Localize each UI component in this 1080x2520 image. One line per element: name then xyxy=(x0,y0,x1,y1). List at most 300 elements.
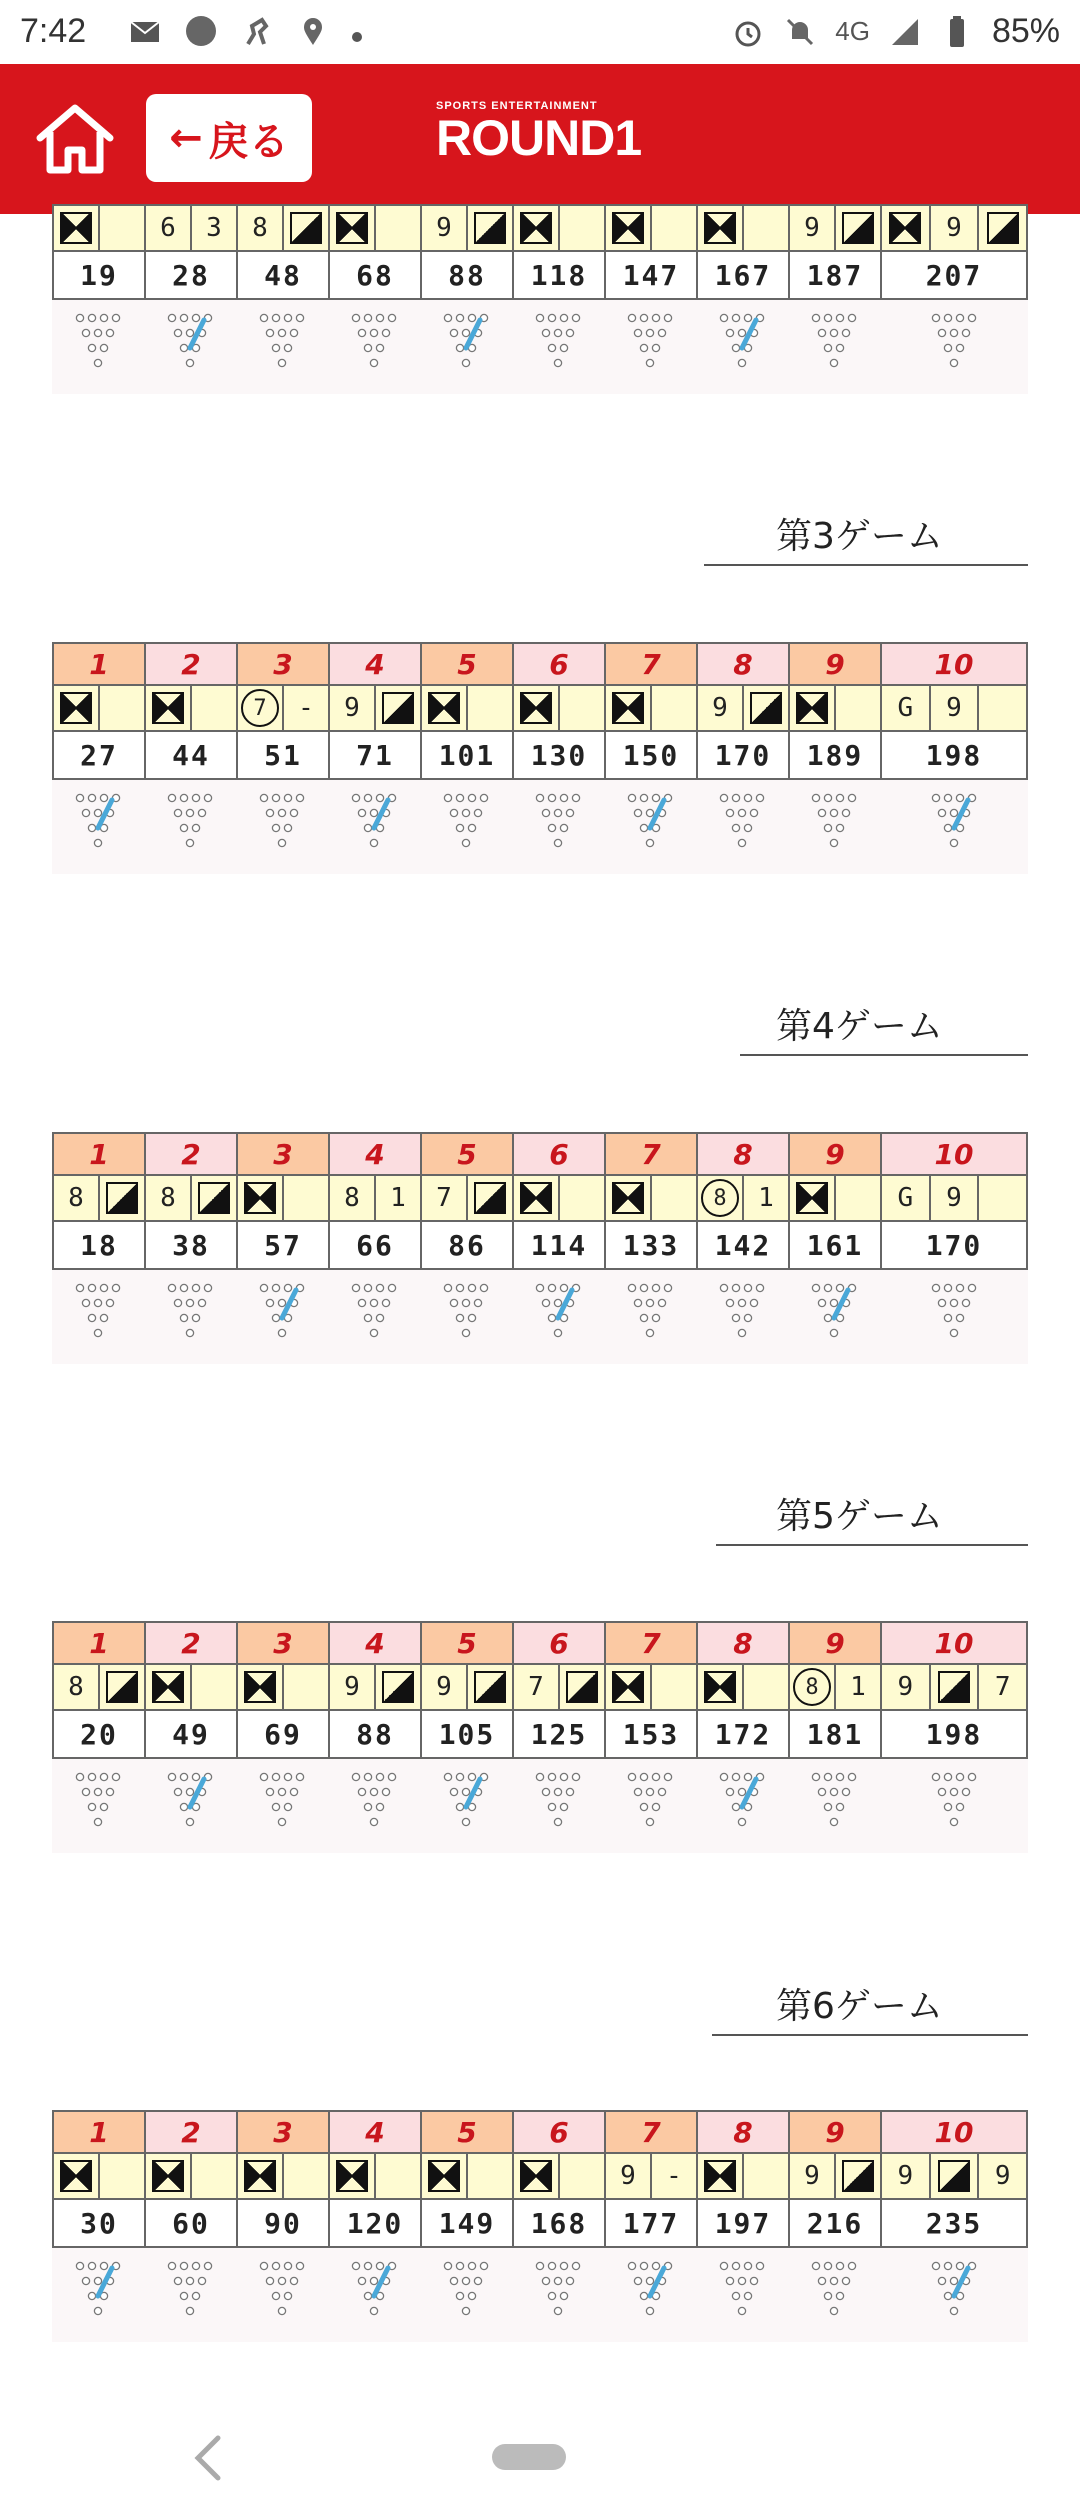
frame-score: 27 xyxy=(54,732,144,778)
frame-score: 90 xyxy=(238,2200,328,2246)
frame-balls xyxy=(146,686,236,732)
frame-number: 10 xyxy=(882,2112,1026,2154)
frame-score: 170 xyxy=(882,1222,1026,1268)
ball-cell xyxy=(238,2154,282,2198)
frame-number: 9 xyxy=(790,644,880,686)
frame-number: 7 xyxy=(606,2112,696,2154)
frame xyxy=(236,642,328,780)
ball-cell xyxy=(698,1665,742,1709)
mail-icon xyxy=(128,14,162,48)
ball-cell xyxy=(790,1176,834,1220)
frame-number: 7 xyxy=(606,644,696,686)
pin-slot xyxy=(420,1759,512,1853)
ball-value: 9 xyxy=(804,213,820,243)
ball-cell xyxy=(650,1665,696,1709)
strike-mark xyxy=(520,212,552,244)
ball-cell xyxy=(882,686,929,730)
ball-cell xyxy=(54,1176,98,1220)
ball-cell xyxy=(146,1665,190,1709)
ball-cell xyxy=(146,686,190,730)
ball-value: 9 xyxy=(804,2161,820,2191)
ball-cell xyxy=(146,1176,190,1220)
arrow-left-icon: ← xyxy=(169,115,203,161)
pin-diagram xyxy=(804,1767,864,1847)
pin-diagram xyxy=(160,2256,220,2336)
ball-cell xyxy=(742,686,788,730)
frame-balls xyxy=(422,2154,512,2200)
ball-cell xyxy=(282,1176,328,1220)
pins-row xyxy=(52,780,1028,874)
frame-score: 19 xyxy=(54,252,144,298)
frame-number: 4 xyxy=(330,1623,420,1665)
frame-score: 20 xyxy=(54,1711,144,1757)
strike-mark xyxy=(60,212,92,244)
ball-cell xyxy=(929,1665,978,1709)
frame-balls xyxy=(238,206,328,252)
ball-cell xyxy=(98,1176,144,1220)
frame-balls xyxy=(146,2154,236,2200)
ball-cell xyxy=(929,2154,978,2198)
strike-mark xyxy=(796,1182,828,1214)
frame-balls xyxy=(606,686,696,732)
frame-score: 69 xyxy=(238,1711,328,1757)
ball-cell xyxy=(422,1665,466,1709)
ball-cell xyxy=(98,1665,144,1709)
ball-cell xyxy=(882,1176,929,1220)
pin-slot xyxy=(52,1270,144,1364)
frame-score: 197 xyxy=(698,2200,788,2246)
ball-value: G xyxy=(897,1183,914,1213)
pin-slot xyxy=(236,300,328,394)
frame-balls xyxy=(882,1665,1026,1711)
ball-cell xyxy=(514,686,558,730)
ball-cell xyxy=(422,206,466,250)
ball-cell xyxy=(466,1665,512,1709)
game-title: 第3ゲーム xyxy=(776,516,943,557)
ball-cell xyxy=(834,206,880,250)
ball-cell xyxy=(790,206,834,250)
ball-cell xyxy=(650,686,696,730)
ball-cell xyxy=(929,686,978,730)
frame-balls xyxy=(514,206,604,252)
frame-balls xyxy=(238,2154,328,2200)
frame-balls xyxy=(330,206,420,252)
frame xyxy=(880,1132,1028,1270)
frame xyxy=(604,204,696,300)
frame-number: 4 xyxy=(330,644,420,686)
frame-balls xyxy=(422,206,512,252)
frame-balls xyxy=(698,206,788,252)
ball-value: - xyxy=(666,2161,682,2191)
frame-balls xyxy=(422,686,512,732)
pin-diagram xyxy=(528,2256,588,2336)
pin-diagram xyxy=(712,308,772,388)
pin-diagram xyxy=(252,1767,312,1847)
mute-icon xyxy=(783,15,817,49)
frame xyxy=(788,1132,880,1270)
frame-score: 189 xyxy=(790,732,880,778)
strike-mark xyxy=(428,692,460,724)
frame-number: 4 xyxy=(330,2112,420,2154)
pin-diagram xyxy=(160,1767,220,1847)
ball-cell xyxy=(98,2154,144,2198)
ball-cell xyxy=(977,1665,1026,1709)
frame-number: 9 xyxy=(790,1134,880,1176)
ball-cell xyxy=(882,1665,929,1709)
pin-diagram xyxy=(620,2256,680,2336)
frame-number: 3 xyxy=(238,1623,328,1665)
pins-row xyxy=(52,2248,1028,2342)
pin-diagram xyxy=(804,1278,864,1358)
pin-diagram xyxy=(252,308,312,388)
pin-slot xyxy=(512,780,604,874)
frame-score: 147 xyxy=(606,252,696,298)
pin-slot xyxy=(328,300,420,394)
ball-cell xyxy=(698,686,742,730)
ball-value: 9 xyxy=(897,1672,914,1702)
frame xyxy=(512,2110,604,2248)
ball-cell xyxy=(330,206,374,250)
frame-number: 6 xyxy=(514,1134,604,1176)
ball-value: 8 xyxy=(160,1183,176,1213)
frame-score: 187 xyxy=(790,252,880,298)
split-mark: 7 xyxy=(241,689,279,727)
ball-cell xyxy=(977,1176,1026,1220)
pin-slot xyxy=(604,2248,696,2342)
pin-diagram xyxy=(68,788,128,868)
battery-icon xyxy=(940,15,974,49)
pin-slot xyxy=(236,780,328,874)
ball-cell xyxy=(742,1665,788,1709)
frame-number: 2 xyxy=(146,2112,236,2154)
ball-cell xyxy=(466,206,512,250)
frame xyxy=(420,1621,512,1759)
scoreboard xyxy=(52,642,1028,874)
frame-score: 172 xyxy=(698,1711,788,1757)
spare-mark xyxy=(987,212,1019,244)
runner-icon xyxy=(240,14,274,48)
pin-diagram xyxy=(344,1767,404,1847)
pin-slot xyxy=(788,300,880,394)
frame xyxy=(52,2110,144,2248)
strike-mark xyxy=(889,212,921,244)
frame-balls xyxy=(790,206,880,252)
frame-score: 118 xyxy=(514,252,604,298)
ball-value: 9 xyxy=(436,1672,452,1702)
pin-diagram xyxy=(924,1278,984,1358)
pin-diagram xyxy=(804,308,864,388)
spare-mark xyxy=(106,1671,138,1703)
frame-balls xyxy=(54,686,144,732)
frame-number: 3 xyxy=(238,644,328,686)
pin-diagram xyxy=(436,788,496,868)
frame-score: 216 xyxy=(790,2200,880,2246)
frame-score: 48 xyxy=(238,252,328,298)
ball-cell xyxy=(882,2154,929,2198)
pin-diagram xyxy=(344,788,404,868)
location-icon xyxy=(296,14,330,48)
pin-slot xyxy=(788,780,880,874)
ball-cell xyxy=(466,1176,512,1220)
frame-balls xyxy=(146,1665,236,1711)
spare-mark xyxy=(290,212,322,244)
frame-number: 10 xyxy=(882,1134,1026,1176)
pin-diagram xyxy=(528,308,588,388)
frame-score: 57 xyxy=(238,1222,328,1268)
ball-cell xyxy=(238,1665,282,1709)
ball-cell xyxy=(146,2154,190,2198)
pin-diagram xyxy=(712,1767,772,1847)
back-button-label: 戻る xyxy=(208,118,289,165)
pin-slot xyxy=(52,1759,144,1853)
pin-slot xyxy=(328,780,420,874)
frame xyxy=(420,1132,512,1270)
pin-diagram xyxy=(804,788,864,868)
frame xyxy=(328,2110,420,2248)
spare-mark xyxy=(474,212,506,244)
pin-slot xyxy=(328,1270,420,1364)
frame-number: 9 xyxy=(790,2112,880,2154)
frame-balls xyxy=(698,1176,788,1222)
ball-value: 8 xyxy=(68,1183,84,1213)
strike-mark xyxy=(796,692,828,724)
frame-score: 49 xyxy=(146,1711,236,1757)
frame-score: 170 xyxy=(698,732,788,778)
system-icons xyxy=(731,12,1060,51)
strike-mark xyxy=(612,692,644,724)
title-underline xyxy=(740,1054,1028,1056)
scoreboard xyxy=(52,2110,1028,2342)
ball-cell xyxy=(466,2154,512,2198)
strike-mark xyxy=(704,2160,736,2192)
pin-slot xyxy=(604,300,696,394)
strike-mark xyxy=(244,1182,276,1214)
frame-balls xyxy=(146,206,236,252)
home-icon[interactable] xyxy=(30,94,120,184)
frame xyxy=(420,2110,512,2248)
frame-score: 105 xyxy=(422,1711,512,1757)
pin-diagram xyxy=(528,1278,588,1358)
pin-slot xyxy=(788,2248,880,2342)
frame-number: 4 xyxy=(330,1134,420,1176)
ball-cell xyxy=(282,206,328,250)
ball-value: 9 xyxy=(946,1183,962,1213)
title-underline xyxy=(712,2034,1028,2036)
pin-diagram xyxy=(436,308,496,388)
ball-cell xyxy=(238,686,282,730)
frame xyxy=(328,1132,420,1270)
pin-slot xyxy=(880,1759,1028,1853)
ball-value: 8 xyxy=(252,213,268,243)
pin-diagram xyxy=(68,1767,128,1847)
frame xyxy=(328,642,420,780)
frame-score: 153 xyxy=(606,1711,696,1757)
status-bar xyxy=(0,0,1080,64)
frame-balls xyxy=(54,1176,144,1222)
frame-score: 101 xyxy=(422,732,512,778)
frame-score: 142 xyxy=(698,1222,788,1268)
pin-diagram xyxy=(436,2256,496,2336)
frame xyxy=(52,1132,144,1270)
ball-cell xyxy=(374,1665,420,1709)
frame-balls xyxy=(238,686,328,732)
frame-score: 30 xyxy=(54,2200,144,2246)
split-mark: 8 xyxy=(701,1179,739,1217)
ball-cell xyxy=(977,686,1026,730)
pin-slot xyxy=(328,1759,420,1853)
ball-cell xyxy=(650,1176,696,1220)
back-button[interactable] xyxy=(146,94,312,182)
ball-value: 9 xyxy=(994,2161,1011,2191)
frame-score: 28 xyxy=(146,252,236,298)
frame-balls xyxy=(422,1176,512,1222)
pin-slot xyxy=(144,2248,236,2342)
frame-number: 1 xyxy=(54,1623,144,1665)
ball-cell xyxy=(330,686,374,730)
frame xyxy=(236,1132,328,1270)
ball-cell xyxy=(606,686,650,730)
logo-wordmark: ROUND1 xyxy=(436,110,642,166)
frame-balls xyxy=(698,1665,788,1711)
notification-icons xyxy=(128,14,362,48)
home-gesture-pill[interactable] xyxy=(492,2444,566,2470)
ball-value: 9 xyxy=(946,213,962,243)
pins-row xyxy=(52,1759,1028,1853)
pin-slot xyxy=(788,1759,880,1853)
pin-diagram xyxy=(620,308,680,388)
pin-slot xyxy=(236,1270,328,1364)
round1-logo[interactable] xyxy=(436,100,646,190)
frame xyxy=(788,204,880,300)
frame xyxy=(236,204,328,300)
spare-mark xyxy=(938,2160,970,2192)
pin-diagram xyxy=(344,1278,404,1358)
ball-value: 6 xyxy=(160,213,176,243)
ball-cell xyxy=(146,206,190,250)
frame xyxy=(696,642,788,780)
ball-cell xyxy=(282,2154,328,2198)
back-nav-icon[interactable] xyxy=(190,2432,226,2484)
ball-value: 9 xyxy=(620,2161,636,2191)
frame-number: 2 xyxy=(146,644,236,686)
frame xyxy=(604,1132,696,1270)
strike-mark xyxy=(60,692,92,724)
pin-diagram xyxy=(804,2256,864,2336)
pin-slot xyxy=(880,1270,1028,1364)
pin-diagram xyxy=(252,1278,312,1358)
pin-slot xyxy=(420,2248,512,2342)
game-title: 第5ゲーム xyxy=(776,1496,943,1537)
pins-row xyxy=(52,1270,1028,1364)
frame-balls xyxy=(698,686,788,732)
frame-score: 86 xyxy=(422,1222,512,1268)
pins-row xyxy=(52,300,1028,394)
ball-cell xyxy=(54,686,98,730)
pin-diagram xyxy=(620,1278,680,1358)
frame xyxy=(144,642,236,780)
frame-number: 8 xyxy=(698,644,788,686)
strike-mark xyxy=(244,2160,276,2192)
frame-balls xyxy=(330,686,420,732)
ball-value: G xyxy=(897,693,914,723)
frame xyxy=(144,2110,236,2248)
ball-cell xyxy=(882,206,929,250)
strike-mark xyxy=(152,1671,184,1703)
pin-slot xyxy=(696,1270,788,1364)
frame-balls xyxy=(882,686,1026,732)
ball-cell xyxy=(514,2154,558,2198)
frame-number: 5 xyxy=(422,1623,512,1665)
ball-cell xyxy=(650,2154,696,2198)
battery-percent: 85% xyxy=(991,12,1060,50)
pin-diagram xyxy=(712,788,772,868)
frame-number: 8 xyxy=(698,1623,788,1665)
ball-cell xyxy=(606,1176,650,1220)
frame xyxy=(144,1132,236,1270)
signal-icon xyxy=(888,15,922,49)
ball-cell xyxy=(54,1665,98,1709)
frame-balls xyxy=(514,2154,604,2200)
frame-balls xyxy=(514,1665,604,1711)
frame-number: 5 xyxy=(422,1134,512,1176)
pin-slot xyxy=(604,1759,696,1853)
pin-slot xyxy=(328,2248,420,2342)
app-badge-icon xyxy=(184,14,218,48)
pin-slot xyxy=(144,780,236,874)
pin-diagram xyxy=(68,308,128,388)
frame-score: 68 xyxy=(330,252,420,298)
ball-cell xyxy=(742,2154,788,2198)
frame xyxy=(52,642,144,780)
frame-score: 51 xyxy=(238,732,328,778)
ball-cell xyxy=(54,206,98,250)
pin-slot xyxy=(144,300,236,394)
ball-cell xyxy=(977,206,1026,250)
pin-slot xyxy=(788,1270,880,1364)
pin-slot xyxy=(880,300,1028,394)
title-underline xyxy=(704,564,1028,566)
pin-diagram xyxy=(620,1767,680,1847)
pin-slot xyxy=(604,780,696,874)
pin-diagram xyxy=(528,788,588,868)
frame-balls xyxy=(514,686,604,732)
spare-mark xyxy=(750,692,782,724)
strike-mark xyxy=(520,2160,552,2192)
frame-balls xyxy=(330,2154,420,2200)
ball-cell xyxy=(698,1176,742,1220)
frame-score: 114 xyxy=(514,1222,604,1268)
frame-number: 1 xyxy=(54,1134,144,1176)
frame-balls xyxy=(790,686,880,732)
spare-mark xyxy=(382,1671,414,1703)
pin-slot xyxy=(604,1270,696,1364)
ball-cell xyxy=(190,1176,236,1220)
more-dot-icon xyxy=(352,32,362,42)
frame xyxy=(696,204,788,300)
frame xyxy=(144,204,236,300)
network-label: 4G xyxy=(835,16,870,46)
spare-mark xyxy=(474,1671,506,1703)
frame-balls xyxy=(606,1176,696,1222)
spare-mark xyxy=(382,692,414,724)
frame-balls xyxy=(146,1176,236,1222)
frame xyxy=(52,204,144,300)
frame-score: 161 xyxy=(790,1222,880,1268)
spare-mark xyxy=(842,212,874,244)
split-mark: 8 xyxy=(793,1668,831,1706)
frame-score: 71 xyxy=(330,732,420,778)
frame-balls xyxy=(238,1665,328,1711)
